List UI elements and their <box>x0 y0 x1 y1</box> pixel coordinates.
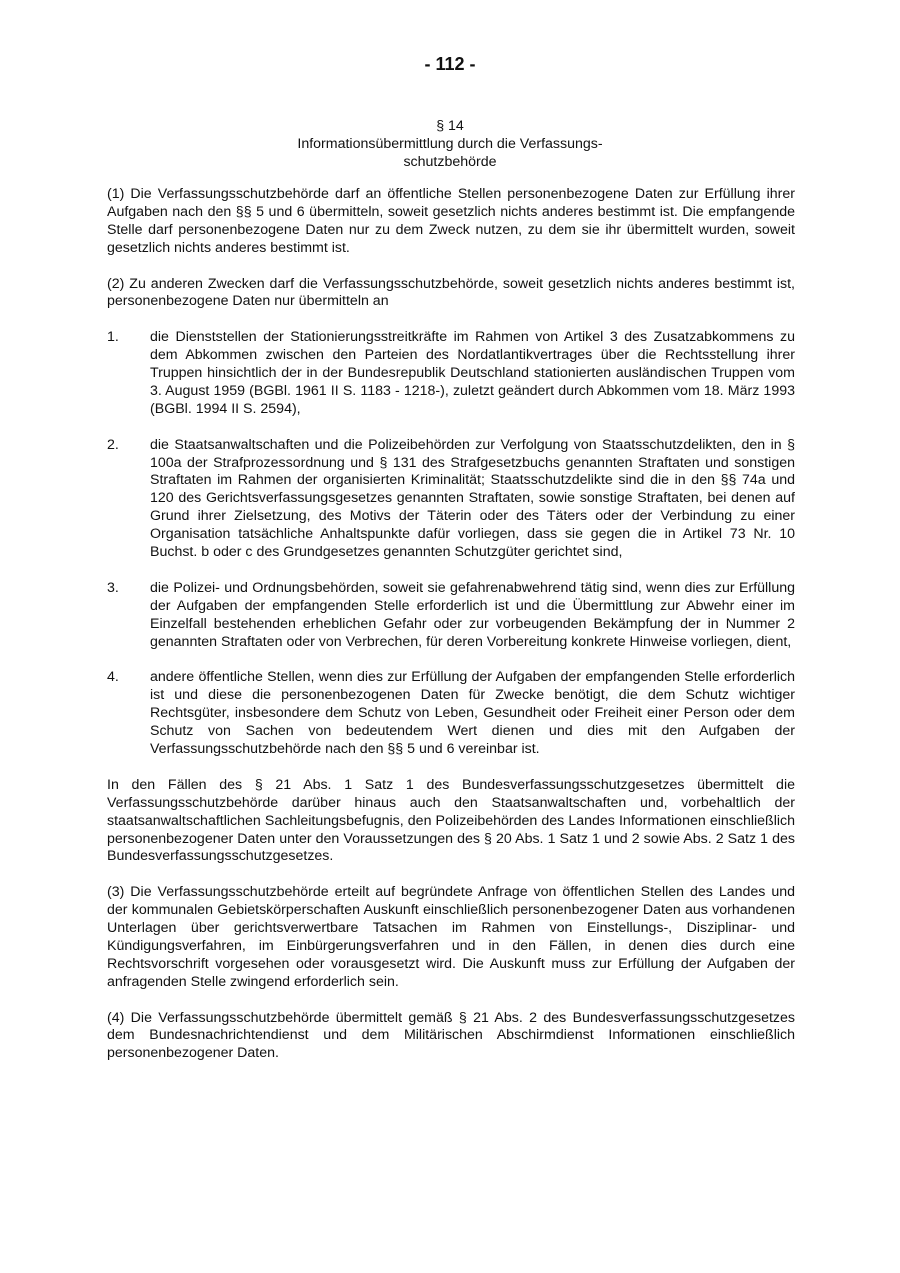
page-number: - 112 - <box>424 54 476 74</box>
paragraph-after-list: In den Fällen des § 21 Abs. 1 Satz 1 des Bundesverfassungsschutzgesetzes übermittelt die Verfassungsschutzbehörde darüber hinaus auch den Staatsanwaltschaften und, vorbehaltlich der staatsanwaltschaftlichen Sachleitungsbefugnis, den Polizeibehörden des Landes Informationen einschließlich personenbezogener Daten unter den Voraussetzungen des § 20 Abs. 1 Satz 1 und 2 sowie Abs. 2 Satz 1 des Bundesverfassungsschutzgesetzes. <box>107 776 795 865</box>
document-body <box>107 186 795 1081</box>
list-item <box>107 580 795 652</box>
section-symbol: § 14 <box>436 118 464 134</box>
section-title-line-2: schutzbehörde <box>403 154 497 170</box>
list-item-number: 4. <box>107 669 119 686</box>
list-item-text: andere öffentliche Stellen, wenn dies zur Erfüllung der Aufgaben der empfangenden Stelle erforderlich ist und diese die personenbezogenen Daten für Zwecke benötigt, die dem Schutz wichtiger Rechtsgüter, insbesondere dem Schutz von Leben, Gesundheit oder Freiheit einer Person oder dem Schutz von Sachen von bedeutendem Wert dienen und dies mit den Aufgaben der Verfassungsschutzbehörde nach den §§ 5 und 6 vereinbar ist. <box>150 669 795 758</box>
paragraph-4: (4) Die Verfassungsschutzbehörde übermittelt gemäß § 21 Abs. 2 des Bundesverfassungsschutzgesetzes dem Bundesnachrichtendienst und dem Militärischen Abschirmdienst Informationen einschließlich personenbezogener Daten. <box>107 1009 795 1062</box>
section-heading <box>0 117 900 171</box>
list-item-text: die Polizei- und Ordnungsbehörden, soweit sie gefahrenabwehrend tätig sind, wenn dies zur Erfüllung der Aufgaben der empfangenden Stelle erforderlich ist und die Übermittlung zur Abwehr einer im Einzelfall bestehenden erheblichen Gefahr oder zur vorbeugenden Bekämpfung der in Nummer 2 genannten Straftaten oder von Verbrechen, für deren Vorbereitung konkrete Hinweise vorliegen, dient, <box>150 579 795 650</box>
list-item-number: 2. <box>107 436 119 453</box>
list-item <box>107 437 795 562</box>
list-item-number: 1. <box>107 329 119 346</box>
list-item <box>107 329 795 419</box>
list-item-number: 3. <box>107 579 119 596</box>
list-item-text: die Dienststellen der Stationierungsstreitkräfte im Rahmen von Artikel 3 des Zusatzabkommens zu dem Abkommen zwischen den Parteien des Nordatlantikvertrages über die Rechtsstellung ihrer Truppen hinsichtlich der in der Bundesrepublik Deutschland stationierten ausländischen Truppen vom 3. August 1959 (BGBl. 1961 II S. 1183 - 1218-), zuletzt geändert durch Abkommen vom 18. März 1993 (BGBl. 1994 II S. 2594), <box>150 329 795 417</box>
paragraph-1: (1) Die Verfassungsschutzbehörde darf an öffentliche Stellen personenbezogene Daten zur Erfüllung ihrer Aufgaben nach den §§ 5 und 6 übermitteln, soweit gesetzlich nichts anderes bestimmt ist. Die empfangende Stelle darf personenbezogene Daten nur zu dem Zweck nutzen, zu dem sie ihr übermittelt wurden, soweit gesetzlich nichts anderes bestimmt ist. <box>107 186 795 256</box>
paragraph-2: (2) Zu anderen Zwecken darf die Verfassungsschutzbehörde, soweit gesetzlich nichts anderes bestimmt ist, personenbezogene Daten nur übermitteln an <box>107 275 795 310</box>
list-item-text: die Staatsanwaltschaften und die Polizeibehörden zur Verfolgung von Staatsschutzdelikten, den in § 100a der Strafprozessordnung und § 131 des Strafgesetzbuchs genannten Straftaten und sonstigen Straftaten im Rahmen der organisierten Kriminalität; Staatsschutzdelikte sind die in den §§ 74a und 120 des Gerichtsverfassungsgesetzes genannten Straftaten, sowie sonstige Straftaten, bei denen auf Grund ihrer Zielsetzung, des Motivs der Täterin oder des Täters oder der Verbindung zu einer Organisation tatsächliche Anhaltspunkte dafür vorliegen, dass sie gegen die in Artikel 73 Nr. 10 Buchst. b oder c des Grundgesetzes genannten Schutzgüter gerichtet sind, <box>150 436 795 561</box>
paragraph-3: (3) Die Verfassungsschutzbehörde erteilt auf begründete Anfrage von öffentlichen Stellen des Landes und der kommunalen Gebietskörperschaften Auskunft einschließlich personenbezogener Daten aus vorhandenen Unterlagen über gerichtsverwertbare Tatsachen im Rahmen von Einstellungs-, Disziplinar- und Kündigungsverfahren, im Einbürgerungsverfahren und in den Fällen, in denen dies durch eine Rechtsvorschrift vorgesehen oder vorausgesetzt wird. Die Auskunft muss zur Erfüllung der Aufgaben der anfragenden Stelle zwingend erforderlich sein. <box>107 884 795 990</box>
list-item <box>107 669 795 759</box>
section-title-line-1: Informationsübermittlung durch die Verfassungs- <box>297 136 603 152</box>
